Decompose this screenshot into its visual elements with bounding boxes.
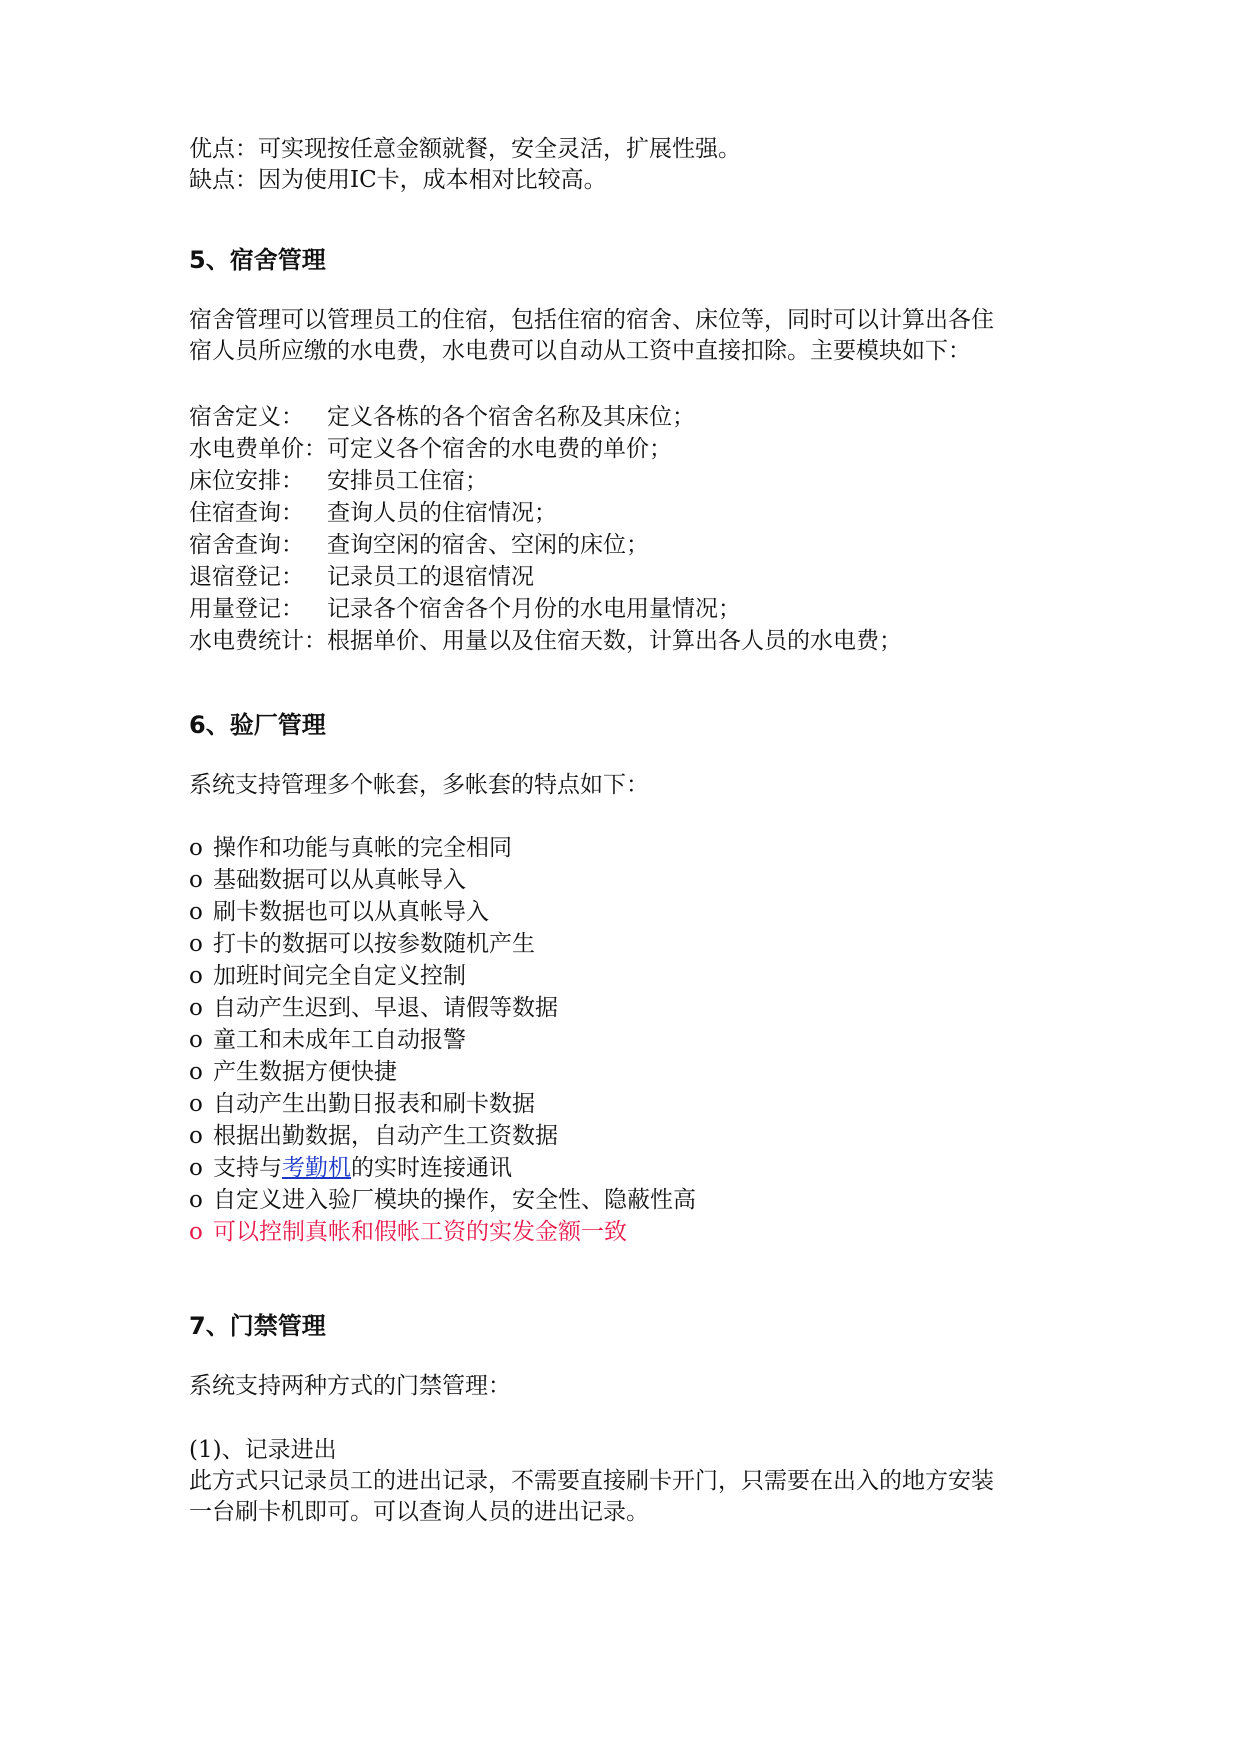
- feature-bullet: [189, 1089, 535, 1119]
- section-6-heading: 6、验厂管理: [189, 711, 326, 739]
- dorm-module-term: 水电费统计：: [189, 628, 327, 654]
- bullet-marker: o: [189, 1091, 203, 1117]
- feature-bullet-text: 自动产生迟到、早退、请假等数据: [213, 995, 558, 1021]
- bullet-marker: o: [189, 995, 203, 1021]
- feature-bullet: [189, 865, 466, 895]
- bullet-marker: o: [189, 899, 203, 925]
- section-6-intro: 系统支持管理多个帐套，多帐套的特点如下：: [189, 772, 649, 798]
- dorm-module-item: [189, 498, 557, 528]
- dorm-module-desc: 查询人员的住宿情况；: [327, 500, 557, 526]
- dorm-module-item: [189, 434, 672, 464]
- dorm-module-item: [189, 402, 695, 432]
- dorm-module-desc: 记录员工的退宿情况: [327, 564, 534, 590]
- dorm-module-item: [189, 594, 741, 624]
- feature-bullet-text: 可以控制真帐和假帐工资的实发金额一致: [213, 1219, 627, 1245]
- feature-bullet: [189, 897, 489, 927]
- feature-bullet-text: 基础数据可以从真帐导入: [213, 867, 466, 893]
- feature-bullet-text: 刷卡数据也可以从真帐导入: [213, 899, 489, 925]
- bullet-marker: o: [189, 835, 203, 861]
- bullet-marker: o: [189, 1123, 203, 1149]
- bullet-marker: o: [189, 1059, 203, 1085]
- feature-bullet-text: 操作和功能与真帐的完全相同: [213, 835, 512, 861]
- dorm-module-term: 水电费单价：: [189, 436, 327, 462]
- section-5-heading: 5、宿舍管理: [189, 246, 326, 274]
- feature-bullet: [189, 1025, 466, 1055]
- bullet-marker: o: [189, 867, 203, 893]
- dorm-module-item: [189, 466, 488, 496]
- dorm-module-item: [189, 530, 649, 560]
- section-7-paragraph-line1: 此方式只记录员工的进出记录，不需要直接刷卡开门，只需要在出入的地方安装: [189, 1468, 994, 1494]
- dorm-module-term: 退宿登记：: [189, 564, 304, 590]
- feature-bullet-text: 自定义进入验厂模块的操作，安全性、隐蔽性高: [213, 1187, 696, 1213]
- dorm-module-term: 宿舍查询：: [189, 532, 304, 558]
- dorm-module-item: [189, 562, 534, 592]
- bullet-marker: o: [189, 1187, 203, 1213]
- dorm-module-desc: 定义各栋的各个宿舍名称及其床位；: [327, 404, 695, 430]
- feature-bullet: [189, 961, 466, 991]
- dorm-module-desc: 可定义各个宿舍的水电费的单价；: [327, 436, 672, 462]
- bullet-marker: o: [189, 1219, 203, 1245]
- dorm-module-term: 住宿查询：: [189, 500, 304, 526]
- feature-bullet: [189, 833, 512, 863]
- feature-bullet-text-after-link: 的实时连接通讯: [351, 1155, 512, 1181]
- feature-bullet-text: 自动产生出勤日报表和刷卡数据: [213, 1091, 535, 1117]
- section-7-intro: 系统支持两种方式的门禁管理：: [189, 1373, 511, 1399]
- advantage-text: 优点：可实现按任意金额就餐，安全灵活，扩展性强。: [189, 136, 741, 162]
- dorm-module-desc: 记录各个宿舍各个月份的水电用量情况；: [327, 596, 741, 622]
- bullet-marker: o: [189, 931, 203, 957]
- dorm-module-term: 床位安排：: [189, 468, 304, 494]
- feature-bullet: [189, 993, 558, 1023]
- dorm-module-term: 用量登记：: [189, 596, 304, 622]
- feature-bullet-text-before-link: 支持与: [213, 1155, 282, 1181]
- feature-bullet-highlighted: [189, 1217, 627, 1247]
- dorm-module-desc: 查询空闲的宿舍、空闲的床位；: [327, 532, 649, 558]
- section-5-paragraph-line2: 宿人员所应缴的水电费，水电费可以自动从工资中直接扣除。主要模块如下：: [189, 338, 971, 364]
- feature-bullet-text: 童工和未成年工自动报警: [213, 1027, 466, 1053]
- feature-bullet: [189, 1185, 696, 1215]
- section-7-subheading: (1)、记录进出: [189, 1437, 337, 1463]
- section-5-paragraph-line1: 宿舍管理可以管理员工的住宿，包括住宿的宿舍、床位等，同时可以计算出各住: [189, 307, 994, 333]
- feature-bullet: [189, 1121, 558, 1151]
- feature-bullet-text: 产生数据方便快捷: [213, 1059, 397, 1085]
- disadvantage-text: 缺点：因为使用IC卡，成本相对比较高。: [189, 167, 607, 193]
- feature-bullet: [189, 929, 535, 959]
- feature-bullet: [189, 1153, 512, 1183]
- bullet-marker: o: [189, 963, 203, 989]
- dorm-module-item: [189, 626, 902, 656]
- feature-bullet-text: 根据出勤数据，自动产生工资数据: [213, 1123, 558, 1149]
- section-7-paragraph-line2: 一台刷卡机即可。可以查询人员的进出记录。: [189, 1499, 649, 1525]
- bullet-marker: o: [189, 1155, 203, 1181]
- feature-bullet: [189, 1057, 397, 1087]
- feature-bullet-text: 打卡的数据可以按参数随机产生: [213, 931, 535, 957]
- feature-bullet-text: 加班时间完全自定义控制: [213, 963, 466, 989]
- dorm-module-desc: 安排员工住宿；: [327, 468, 488, 494]
- bullet-marker: o: [189, 1027, 203, 1053]
- dorm-module-desc: 根据单价、用量以及住宿天数，计算出各人员的水电费；: [327, 628, 902, 654]
- attendance-machine-link[interactable]: 考勤机: [282, 1155, 351, 1181]
- dorm-module-term: 宿舍定义：: [189, 404, 304, 430]
- section-7-heading: 7、门禁管理: [189, 1312, 326, 1340]
